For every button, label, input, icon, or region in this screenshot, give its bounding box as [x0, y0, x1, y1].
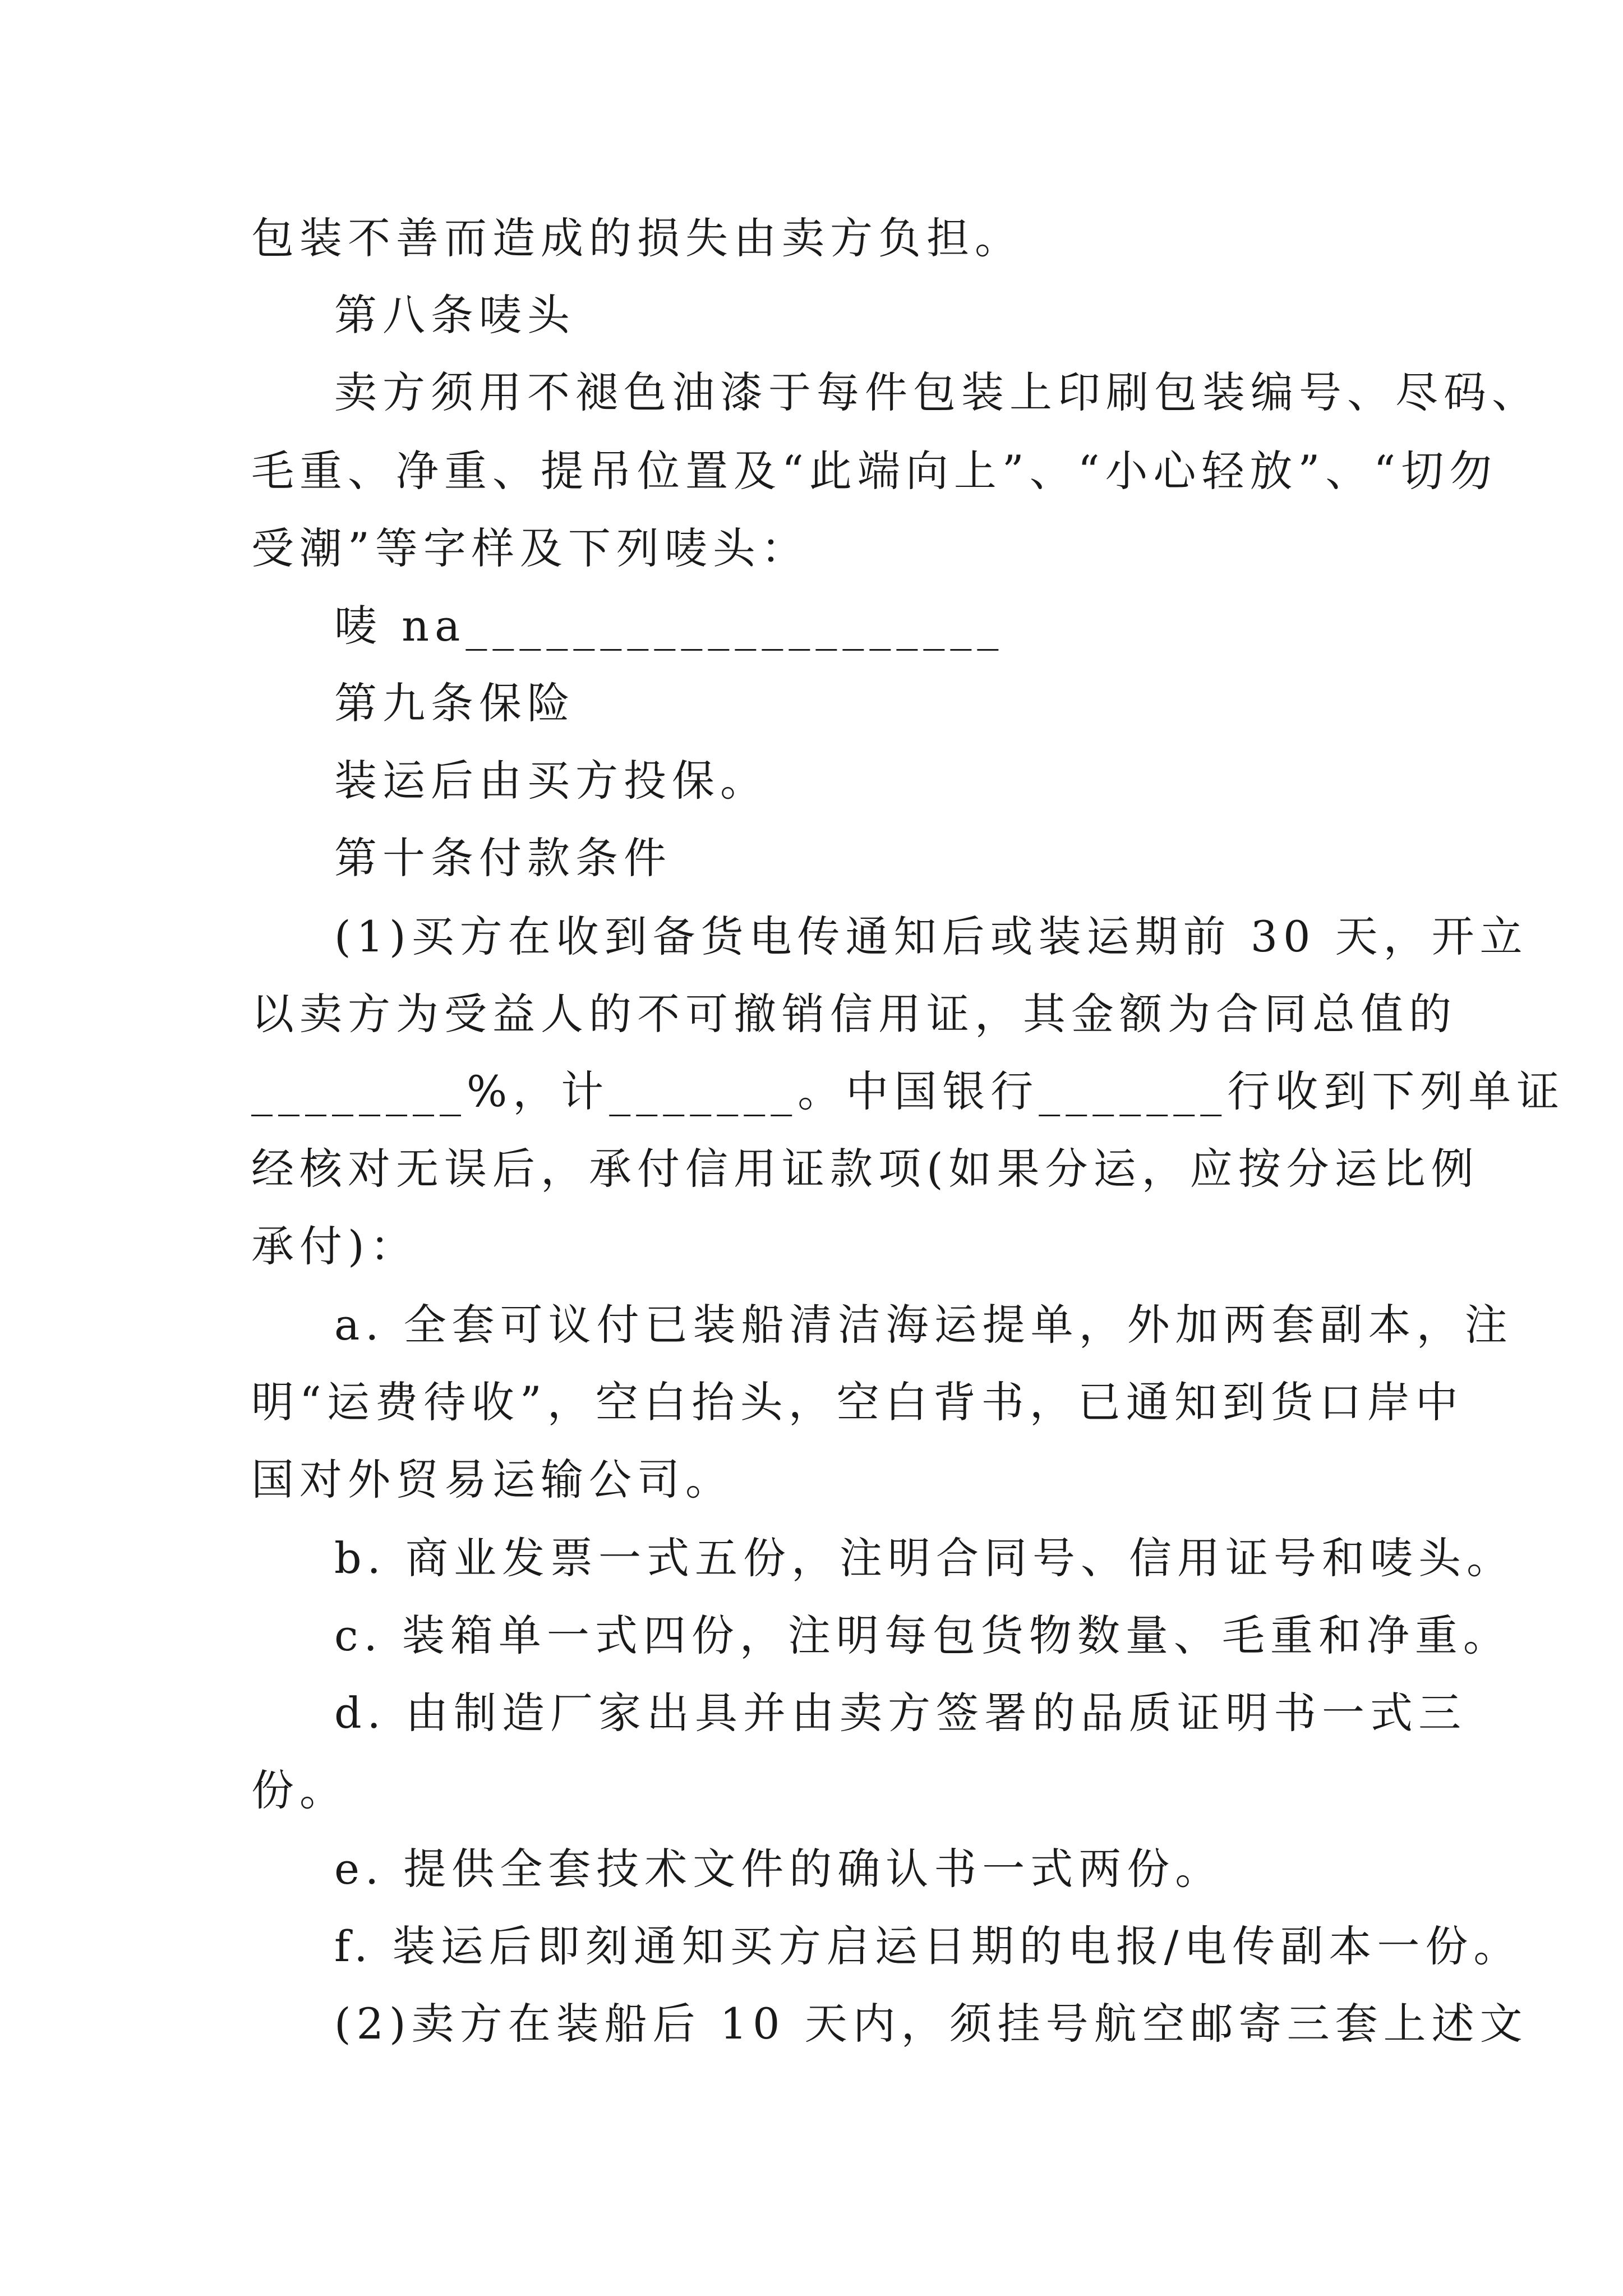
- text-line: d. 由制造厂家出具并由卖方签署的品质证明书一式三: [334, 1688, 1467, 1738]
- section-heading: 第九条保险: [334, 678, 575, 728]
- text-line: 以卖方为受益人的不可撤销信用证，其金额为合同总值的: [251, 989, 1457, 1039]
- text-line: 装运后由买方投保。: [334, 756, 768, 806]
- text-line: a. 全套可议付已装船清洁海运提单，外加两套副本，注: [334, 1300, 1513, 1350]
- text-line: 经核对无误后，承付信用证款项(如果分运，应按分运比例: [251, 1144, 1479, 1194]
- text-line: 份。: [251, 1765, 348, 1815]
- text-line: 唛 na____________________: [334, 601, 1004, 651]
- text-line: (2)卖方在装船后 10 天内，须挂号航空邮寄三套上述文: [334, 1999, 1528, 2049]
- text-line: 承付)：: [251, 1221, 418, 1271]
- text-line: 包装不善而造成的损失由卖方负担。: [251, 213, 1023, 263]
- text-line: ________%，计_______。中国银行_______行收到下列单证: [251, 1066, 1565, 1116]
- text-line: b. 商业发票一式五份，注明合同号、信用证号和唛头。: [334, 1533, 1515, 1583]
- section-heading: 第十条付款条件: [334, 833, 672, 883]
- text-line: f. 装运后即刻通知买方启运日期的电报/电传副本一份。: [334, 1921, 1522, 1971]
- text-line: (1)买方在收到备货电传通知后或装运期前 30 天，开立: [334, 912, 1528, 961]
- text-line: 卖方须用不褪色油漆于每件包装上印刷包装编号、尽码、: [334, 367, 1540, 417]
- text-line: 受潮”等字样及下列唛头：: [251, 523, 809, 573]
- text-line: c. 装箱单一式四份，注明每包货物数量、毛重和净重。: [334, 1611, 1511, 1660]
- text-line: 毛重、净重、提吊位置及“此端向上”、“小心轻放”、“切勿: [251, 446, 1498, 496]
- section-heading: 第八条唛头: [334, 290, 575, 340]
- text-line: 明“运费待收”，空白抬头，空白背书，已通知到货口岸中: [251, 1377, 1464, 1427]
- text-line: e. 提供全套技术文件的确认书一式两份。: [334, 1844, 1224, 1894]
- text-line: 国对外贸易运输公司。: [251, 1455, 734, 1504]
